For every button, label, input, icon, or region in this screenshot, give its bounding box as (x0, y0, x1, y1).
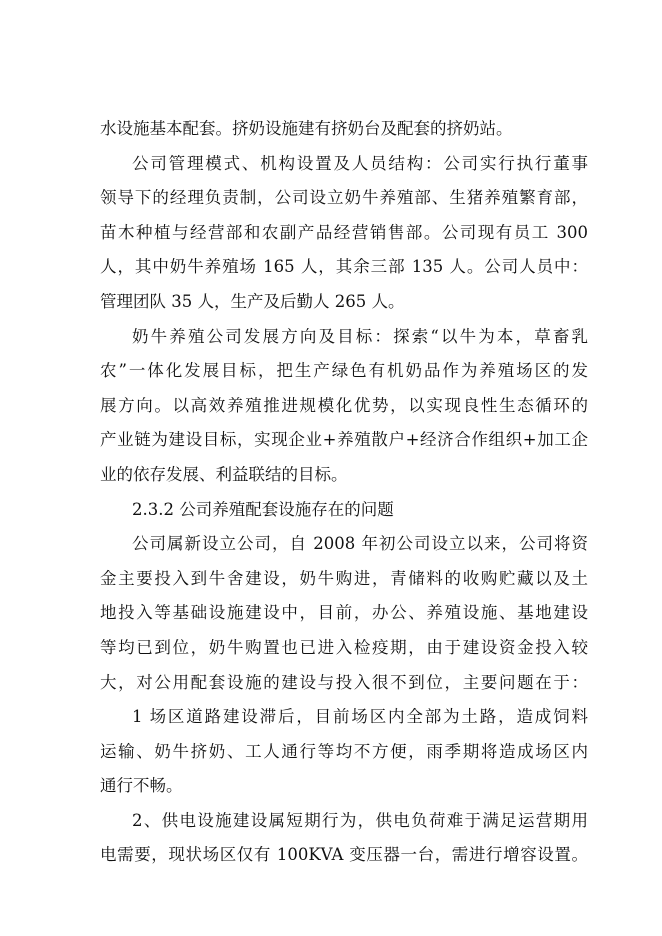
document-body (100, 112, 588, 873)
paragraph-problems-start: 公司属新设立公司，自 2008 年初公司设立以来，公司将资 (132, 534, 588, 554)
text-line: 地投入等基础设施建设中，目前，办公、养殖设施、基地建设 (100, 603, 588, 623)
text-line: 农”一体化发展目标，把生产绿色有机奶品作为养殖场区的发 (100, 361, 588, 381)
text-line: 水设施基本配套。挤奶设施建有挤奶台及配套的挤奶站。 (100, 119, 513, 138)
text-line: 运输、奶牛挤奶、工人通行等均不方便，雨季期将造成场区内 (100, 741, 588, 761)
text-line: 苗木种植与经营部和农副产品经营销售部。公司现有员工 300 (100, 222, 588, 242)
text-line: 展方向。以高效养殖推进规模化优势，以实现良性生态循环的 (100, 395, 588, 415)
text-line: 领导下的经理负责制，公司设立奶牛养殖部、生猪养殖繁育部， (100, 188, 588, 208)
text-line: 人，其中奶牛养殖场 165 人，其余三部 135 人。公司人员中： (100, 257, 588, 277)
paragraph-direction-start: 奶牛养殖公司发展方向及目标：探索“以牛为本，草畜乳 (132, 326, 588, 346)
text-line: 金主要投入到牛舍建设，奶牛购进，青储料的收购贮藏以及土 (100, 568, 588, 588)
text-line: 管理团队 35 人，生产及后勤人 265 人。 (100, 291, 405, 311)
list-item-2-start: 2、供电设施建设属短期行为，供电负荷难于满足运营期用 (132, 810, 588, 830)
list-item-1-start: 1 场区道路建设滞后，目前场区内全部为土路，造成饲料 (132, 707, 588, 727)
text-line: 电需要，现状场区仅有 100KVA 变压器一台，需进行增容设置。 (100, 845, 588, 865)
text-line: 产业链为建设目标，实现企业+养殖散户+经济合作组织+加工企 (100, 430, 588, 450)
text-line: 通行不畅。 (100, 776, 183, 796)
text-line: 大，对公用配套设施的建设与投入很不到位，主要问题在于： (100, 672, 588, 692)
section-heading: 2.3.2 公司养殖配套设施存在的问题 (132, 499, 394, 519)
text-line: 等均已到位，奶牛购置也已进入检疫期，由于建设资金投入较 (100, 637, 588, 657)
paragraph-management-start: 公司管理模式、机构设置及人员结构：公司实行执行董事 (132, 153, 588, 173)
text-line: 业的依存发展、利益联结的目标。 (100, 464, 348, 484)
